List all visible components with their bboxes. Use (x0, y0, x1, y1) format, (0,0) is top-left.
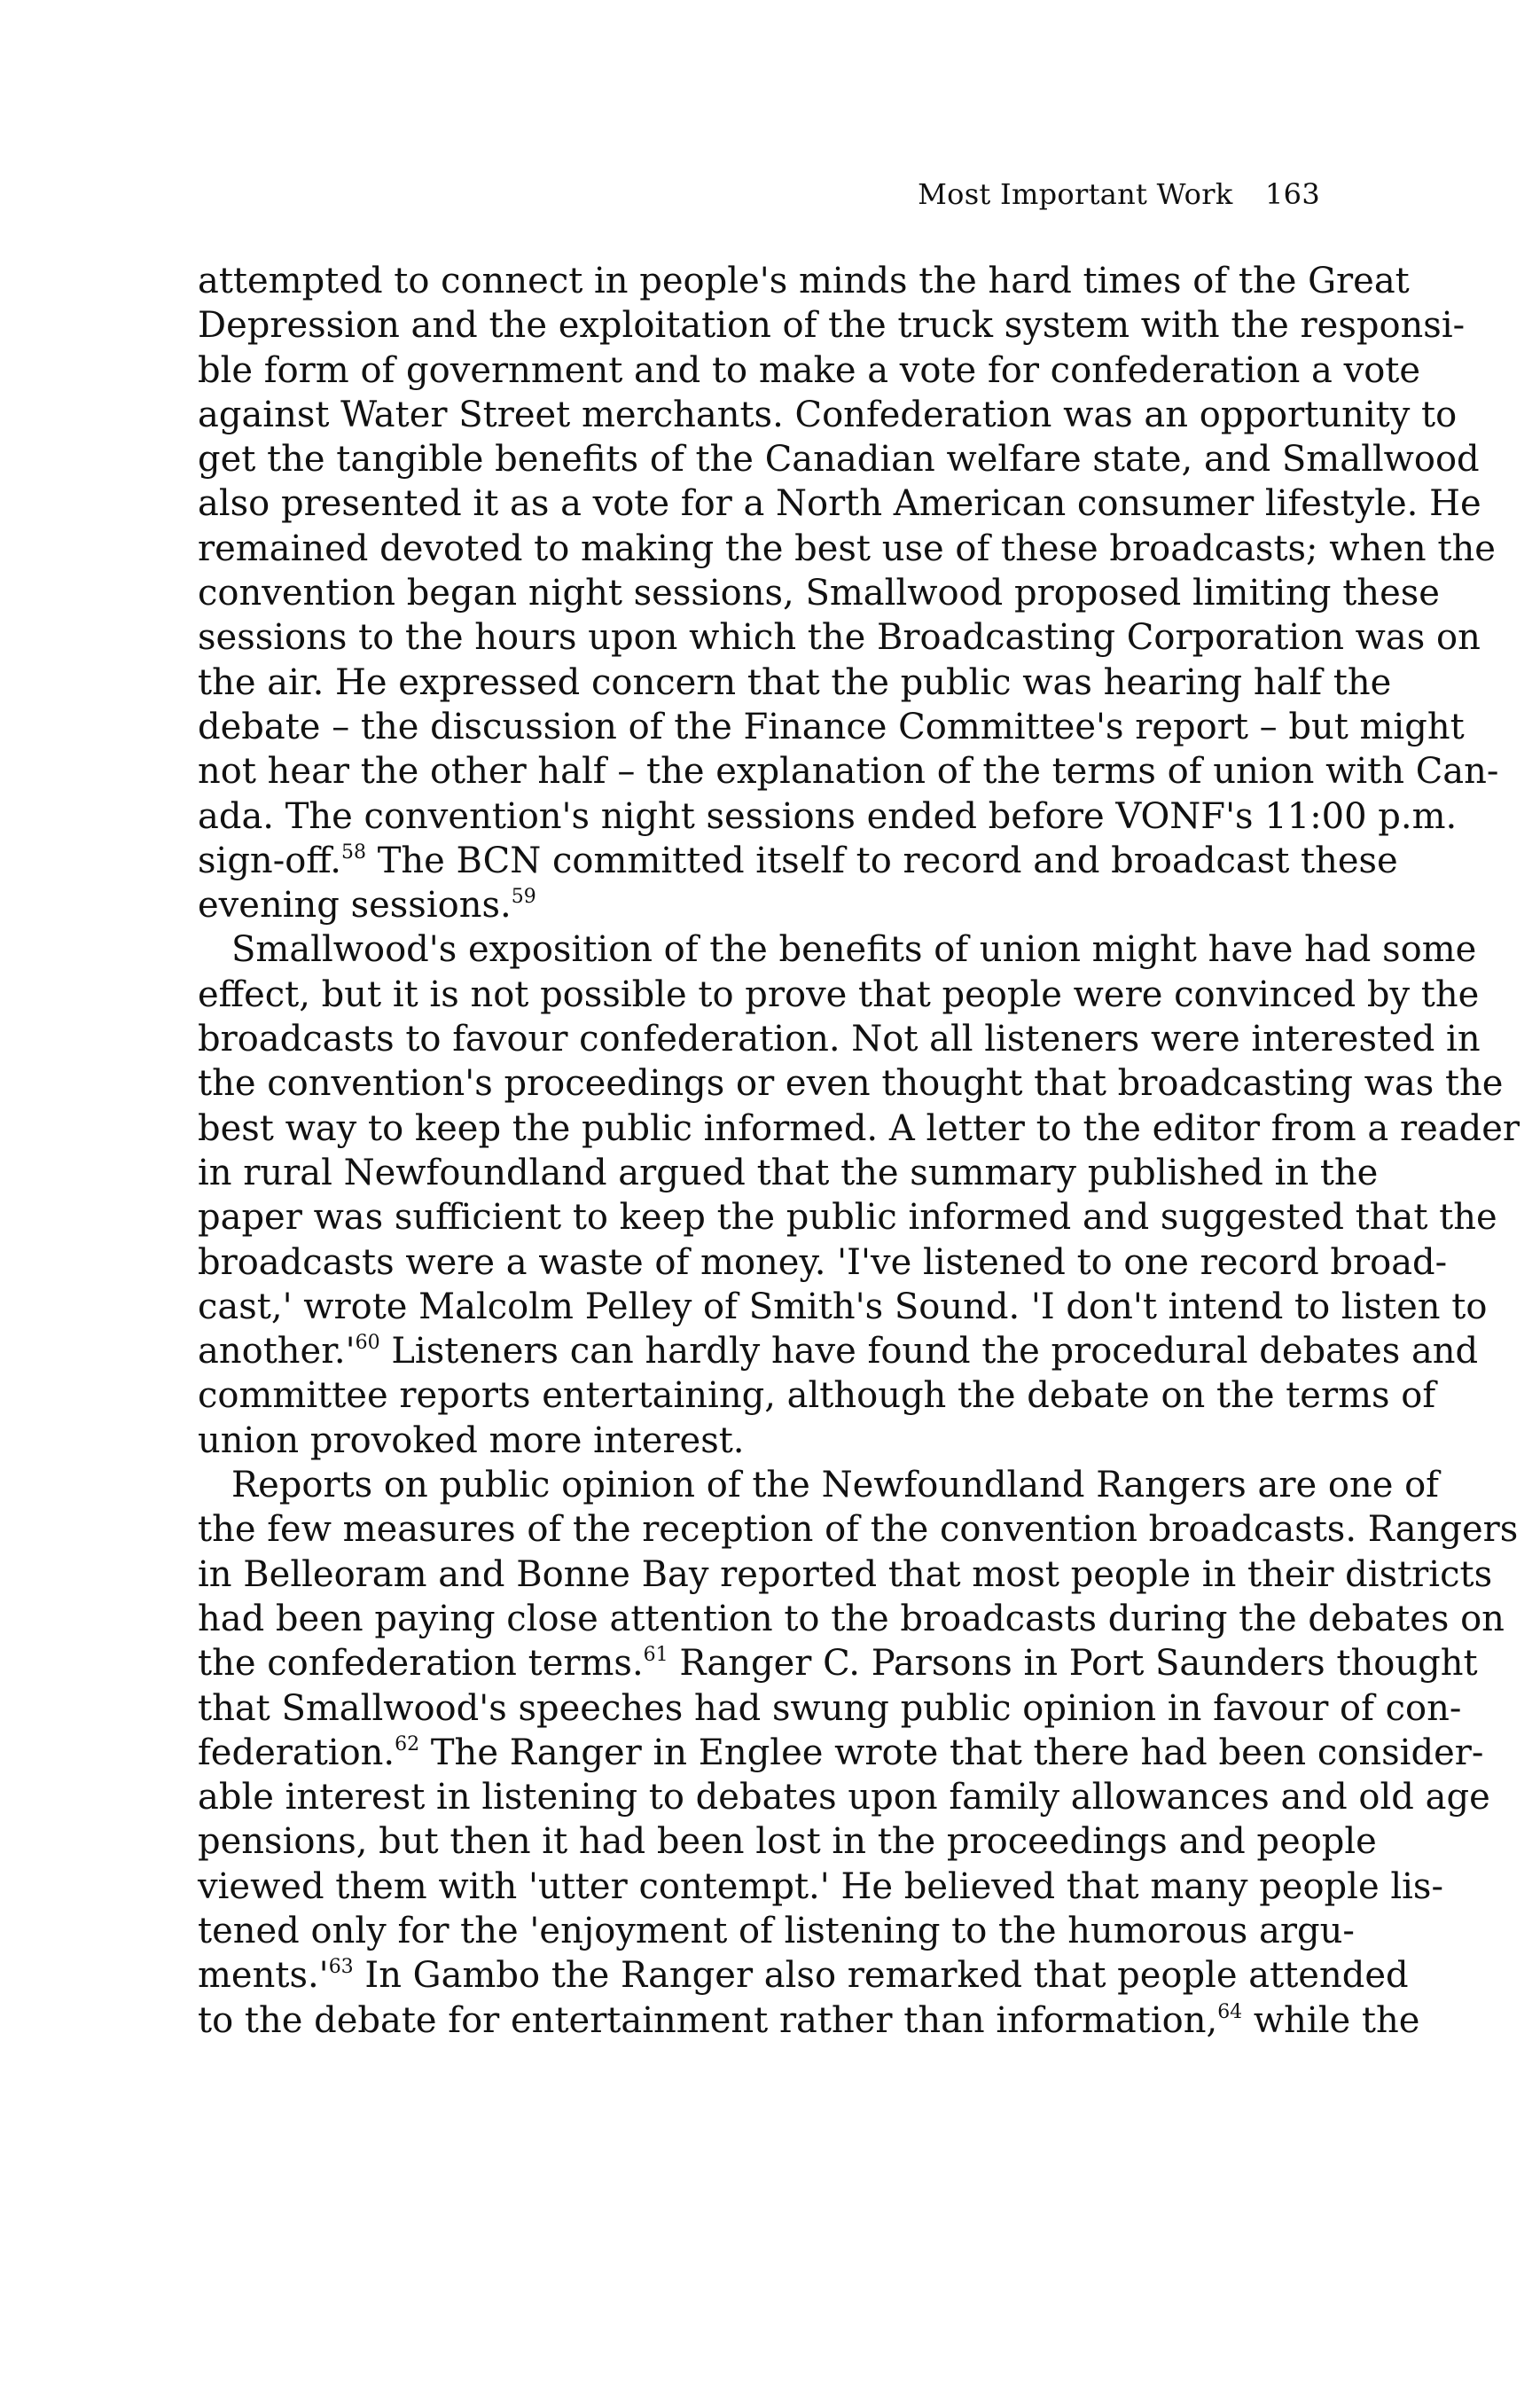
text-line (198, 1641, 1478, 1685)
line-text: viewed them with 'utter contempt.' He believed that many people lis- (198, 1865, 1443, 1907)
text-line (198, 615, 1481, 660)
line-text-continued: Listeners can hardly have found the procedural debates and (379, 1331, 1479, 1372)
line-text: union provoked more interest. (198, 1419, 745, 1461)
text-line (198, 973, 1480, 1017)
line-text: sessions to the hours upon which the Broadcasting Corporation was on (198, 617, 1481, 659)
line-text: in Belleoram and Bonne Bay reported that most people in their districts (198, 1553, 1493, 1595)
text-line (198, 1775, 1490, 1819)
line-text: to the debate for entertainment rather than information, (198, 1999, 1218, 2041)
line-text: had been paying close attention to the broadcasts during the debates on (198, 1598, 1505, 1639)
text-line (198, 1552, 1493, 1597)
page-number: 163 (1265, 177, 1320, 211)
text-line (198, 1463, 1439, 1507)
text-line (198, 661, 1392, 705)
text-line (198, 794, 1458, 839)
line-text: get the tangible benefits of the Canadian welfare state, and Smallwood (198, 439, 1480, 481)
text-line (198, 749, 1499, 794)
text-line (198, 1373, 1436, 1418)
text-line (198, 1017, 1481, 1061)
line-text: against Water Street merchants. Confederation was an opportunity to (198, 394, 1458, 435)
footnote-marker: 64 (1217, 2000, 1243, 2023)
line-text: pensions, but then it had been lost in the proceedings and people (198, 1821, 1377, 1863)
text-line (198, 1507, 1519, 1552)
running-title: Most Important Work (918, 177, 1233, 211)
text-line (198, 1909, 1355, 1953)
text-line (198, 303, 1466, 348)
text-line (198, 437, 1480, 481)
text-line (198, 1419, 1348, 1463)
line-text-continued: In Gambo the Ranger also remarked that people attended (353, 1955, 1409, 1997)
line-text: ada. The convention's night sessions ended before VONF's 11:00 p.m. (198, 795, 1458, 837)
line-text-continued: Ranger C. Parsons in Port Saunders thought (668, 1643, 1478, 1685)
text-line (198, 1998, 1420, 2043)
running-head (918, 177, 1320, 211)
line-text: ble form of government and to make a vote for confederation a vote (198, 349, 1421, 391)
line-text: cast,' wrote Malcolm Pelley of Smith's Sound. 'I don't intend to listen to (198, 1286, 1488, 1327)
line-text: Depression and the exploitation of the truck system with the responsi- (198, 305, 1466, 347)
line-text: best way to keep the public informed. A letter to the editor from a reader (198, 1107, 1520, 1149)
line-text: tened only for the 'enjoyment of listening to the humorous argu- (198, 1910, 1355, 1951)
line-text: not hear the other half – the explanation of the terms of union with Can- (198, 751, 1499, 793)
line-text: another.' (198, 1331, 356, 1372)
text-line (198, 481, 1481, 526)
text-line (198, 1151, 1379, 1195)
text-line (198, 1285, 1488, 1329)
line-text: also presented it as a vote for a North American consumer lifestyle. He (198, 483, 1481, 525)
footnote-marker: 62 (395, 1732, 420, 1756)
text-line (198, 1106, 1520, 1151)
footnote-marker: 63 (328, 1956, 354, 1979)
text-line (198, 1195, 1497, 1239)
line-text: effect, but it is not possible to prove that people were convinced by the (198, 974, 1480, 1015)
text-line (198, 1686, 1462, 1731)
line-text: evening sessions. (198, 885, 512, 927)
line-text: federation. (198, 1732, 395, 1773)
line-text-continued: while the (1242, 1999, 1420, 2041)
line-text: attempted to connect in people's minds the hard times of the Great (198, 261, 1410, 301)
text-line (198, 1819, 1377, 1864)
text-line (198, 1240, 1448, 1285)
text-line (198, 1597, 1505, 1641)
footnote-marker: 59 (511, 886, 536, 909)
line-text: debate – the discussion of the Finance Committee's report – but might (198, 706, 1465, 747)
text-line (198, 393, 1458, 437)
line-text: the confederation terms. (198, 1643, 644, 1685)
footnote-marker: 58 (341, 841, 366, 864)
line-text: in rural Newfoundland argued that the summary published in the (198, 1152, 1379, 1193)
line-text: sign-off. (198, 840, 341, 881)
text-line (198, 571, 1440, 615)
line-text: the air. He expressed concern that the public was hearing half the (198, 661, 1392, 703)
line-text: Smallwood's exposition of the benefits of union might have had some (231, 929, 1477, 971)
line-text: the few measures of the reception of the convention broadcasts. Rangers (198, 1509, 1519, 1551)
text-line (198, 705, 1465, 749)
line-text: that Smallwood's speeches had swung public opinion in favour of con- (198, 1687, 1462, 1729)
line-text: remained devoted to making the best use of these broadcasts; when the (198, 528, 1496, 569)
line-text: the convention's proceedings or even thought that broadcasting was the (198, 1063, 1504, 1105)
text-line (198, 927, 1477, 972)
text-line (198, 1953, 1409, 1998)
line-text: broadcasts were a waste of money. 'I've listened to one record broad- (198, 1241, 1448, 1283)
footnote-marker: 61 (643, 1644, 668, 1667)
footnote-marker: 60 (355, 1332, 380, 1355)
line-text: paper was sufficient to keep the public informed and suggested that the (198, 1197, 1497, 1239)
line-text: Reports on public opinion of the Newfoundland Rangers are one of (231, 1465, 1439, 1506)
text-line (198, 1061, 1504, 1106)
text-line (198, 1329, 1479, 1373)
line-text: committee reports entertaining, although the debate on the terms of (198, 1375, 1436, 1417)
text-line (198, 1865, 1443, 1909)
text-line (198, 883, 1348, 927)
line-text-continued: The Ranger in Englee wrote that there had been consider- (419, 1732, 1484, 1773)
text-line (198, 1731, 1484, 1775)
line-text: broadcasts to favour confederation. Not all listeners were interested in (198, 1019, 1481, 1060)
text-line (198, 259, 1410, 303)
line-text: able interest in listening to debates upon family allowances and old age (198, 1777, 1490, 1818)
line-text: convention began night sessions, Smallwood proposed limiting these (198, 573, 1440, 614)
body-text (198, 259, 1520, 2076)
text-line (198, 839, 1398, 883)
text-line (198, 527, 1496, 571)
text-line (198, 348, 1421, 393)
line-text-continued: The BCN committed itself to record and broadcast these (366, 840, 1398, 881)
line-text: ments.' (198, 1955, 329, 1997)
